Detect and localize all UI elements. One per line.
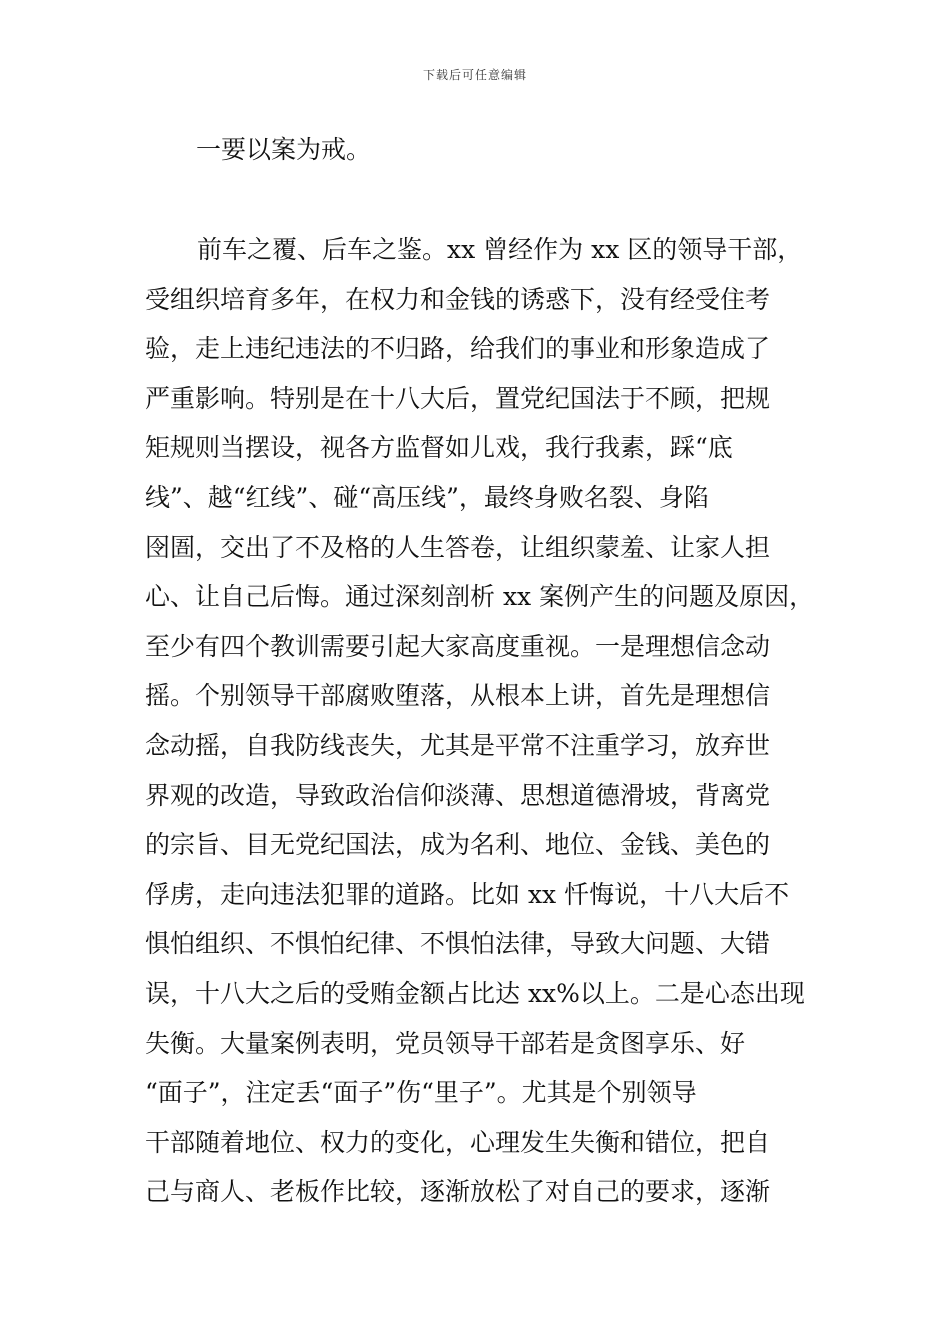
body-paragraph — [145, 232, 825, 1224]
text-line: 矩规则当摆设，视各方监督如儿戏，我行我素，踩“底 — [145, 433, 733, 463]
text-line: 失衡。大量案例表明，党员领导干部若是贪图享乐、好 — [145, 1028, 746, 1058]
text-line: 至少有四个教训需要引起大家高度重视。一是理想信念动 — [145, 631, 771, 661]
text-line: 干部随着地位、权力的变化，心理发生失衡和错位，把自 — [145, 1127, 771, 1157]
text-line: 受组织培育多年，在权力和金钱的诱惑下，没有经受住考 — [145, 284, 771, 314]
text-line: “面子”，注定丢“面子”伤“里子”。尤其是个别领导 — [145, 1078, 697, 1108]
page-header-note: 下载后可任意编辑 — [422, 68, 527, 82]
text-line: 线”、越“红线”、碰“高压线”，最终身败名裂、身陷 — [145, 482, 709, 512]
text-line: 界观的改造，导致政治信仰淡薄、思想道德滑坡，背离党 — [145, 780, 771, 810]
text-line: 己与商人、老板作比较，逐渐放松了对自己的要求，逐渐 — [145, 1177, 771, 1207]
text-line: 惧怕组织、不惧怕纪律、不惧怕法律，导致大问题、大错 — [145, 929, 771, 959]
text-line: 念动摇，自我防线丧失，尤其是平常不注重学习，放弃世 — [145, 730, 771, 760]
section-heading: 一要以案为戒。 — [196, 135, 372, 164]
text-line: 囹圄，交出了不及格的人生答卷，让组织蒙羞、让家人担 — [145, 532, 771, 562]
text-line: 俘虏，走向违法犯罪的道路。比如 xx 忏悔说，十八大后不 — [145, 879, 790, 909]
text-line: 验，走上违纪违法的不归路，给我们的事业和形象造成了 — [145, 334, 771, 364]
text-line: 误，十八大之后的受贿金额占比达 xx%以上。二是心态出现 — [145, 978, 805, 1008]
text-line: 的宗旨、目无党纪国法，成为名利、地位、金钱、美色的 — [145, 830, 771, 860]
text-line: 严重影响。特别是在十八大后，置党纪国法于不顾，把规 — [145, 383, 771, 413]
text-line: 摇。个别领导干部腐败堕落，从根本上讲，首先是理想信 — [145, 681, 771, 711]
text-line: 前车之覆、后车之鉴。xx 曾经作为 xx 区的领导干部， — [197, 235, 803, 264]
text-line: 心、让自己后悔。通过深刻剖析 xx 案例产生的问题及原因， — [145, 582, 815, 612]
